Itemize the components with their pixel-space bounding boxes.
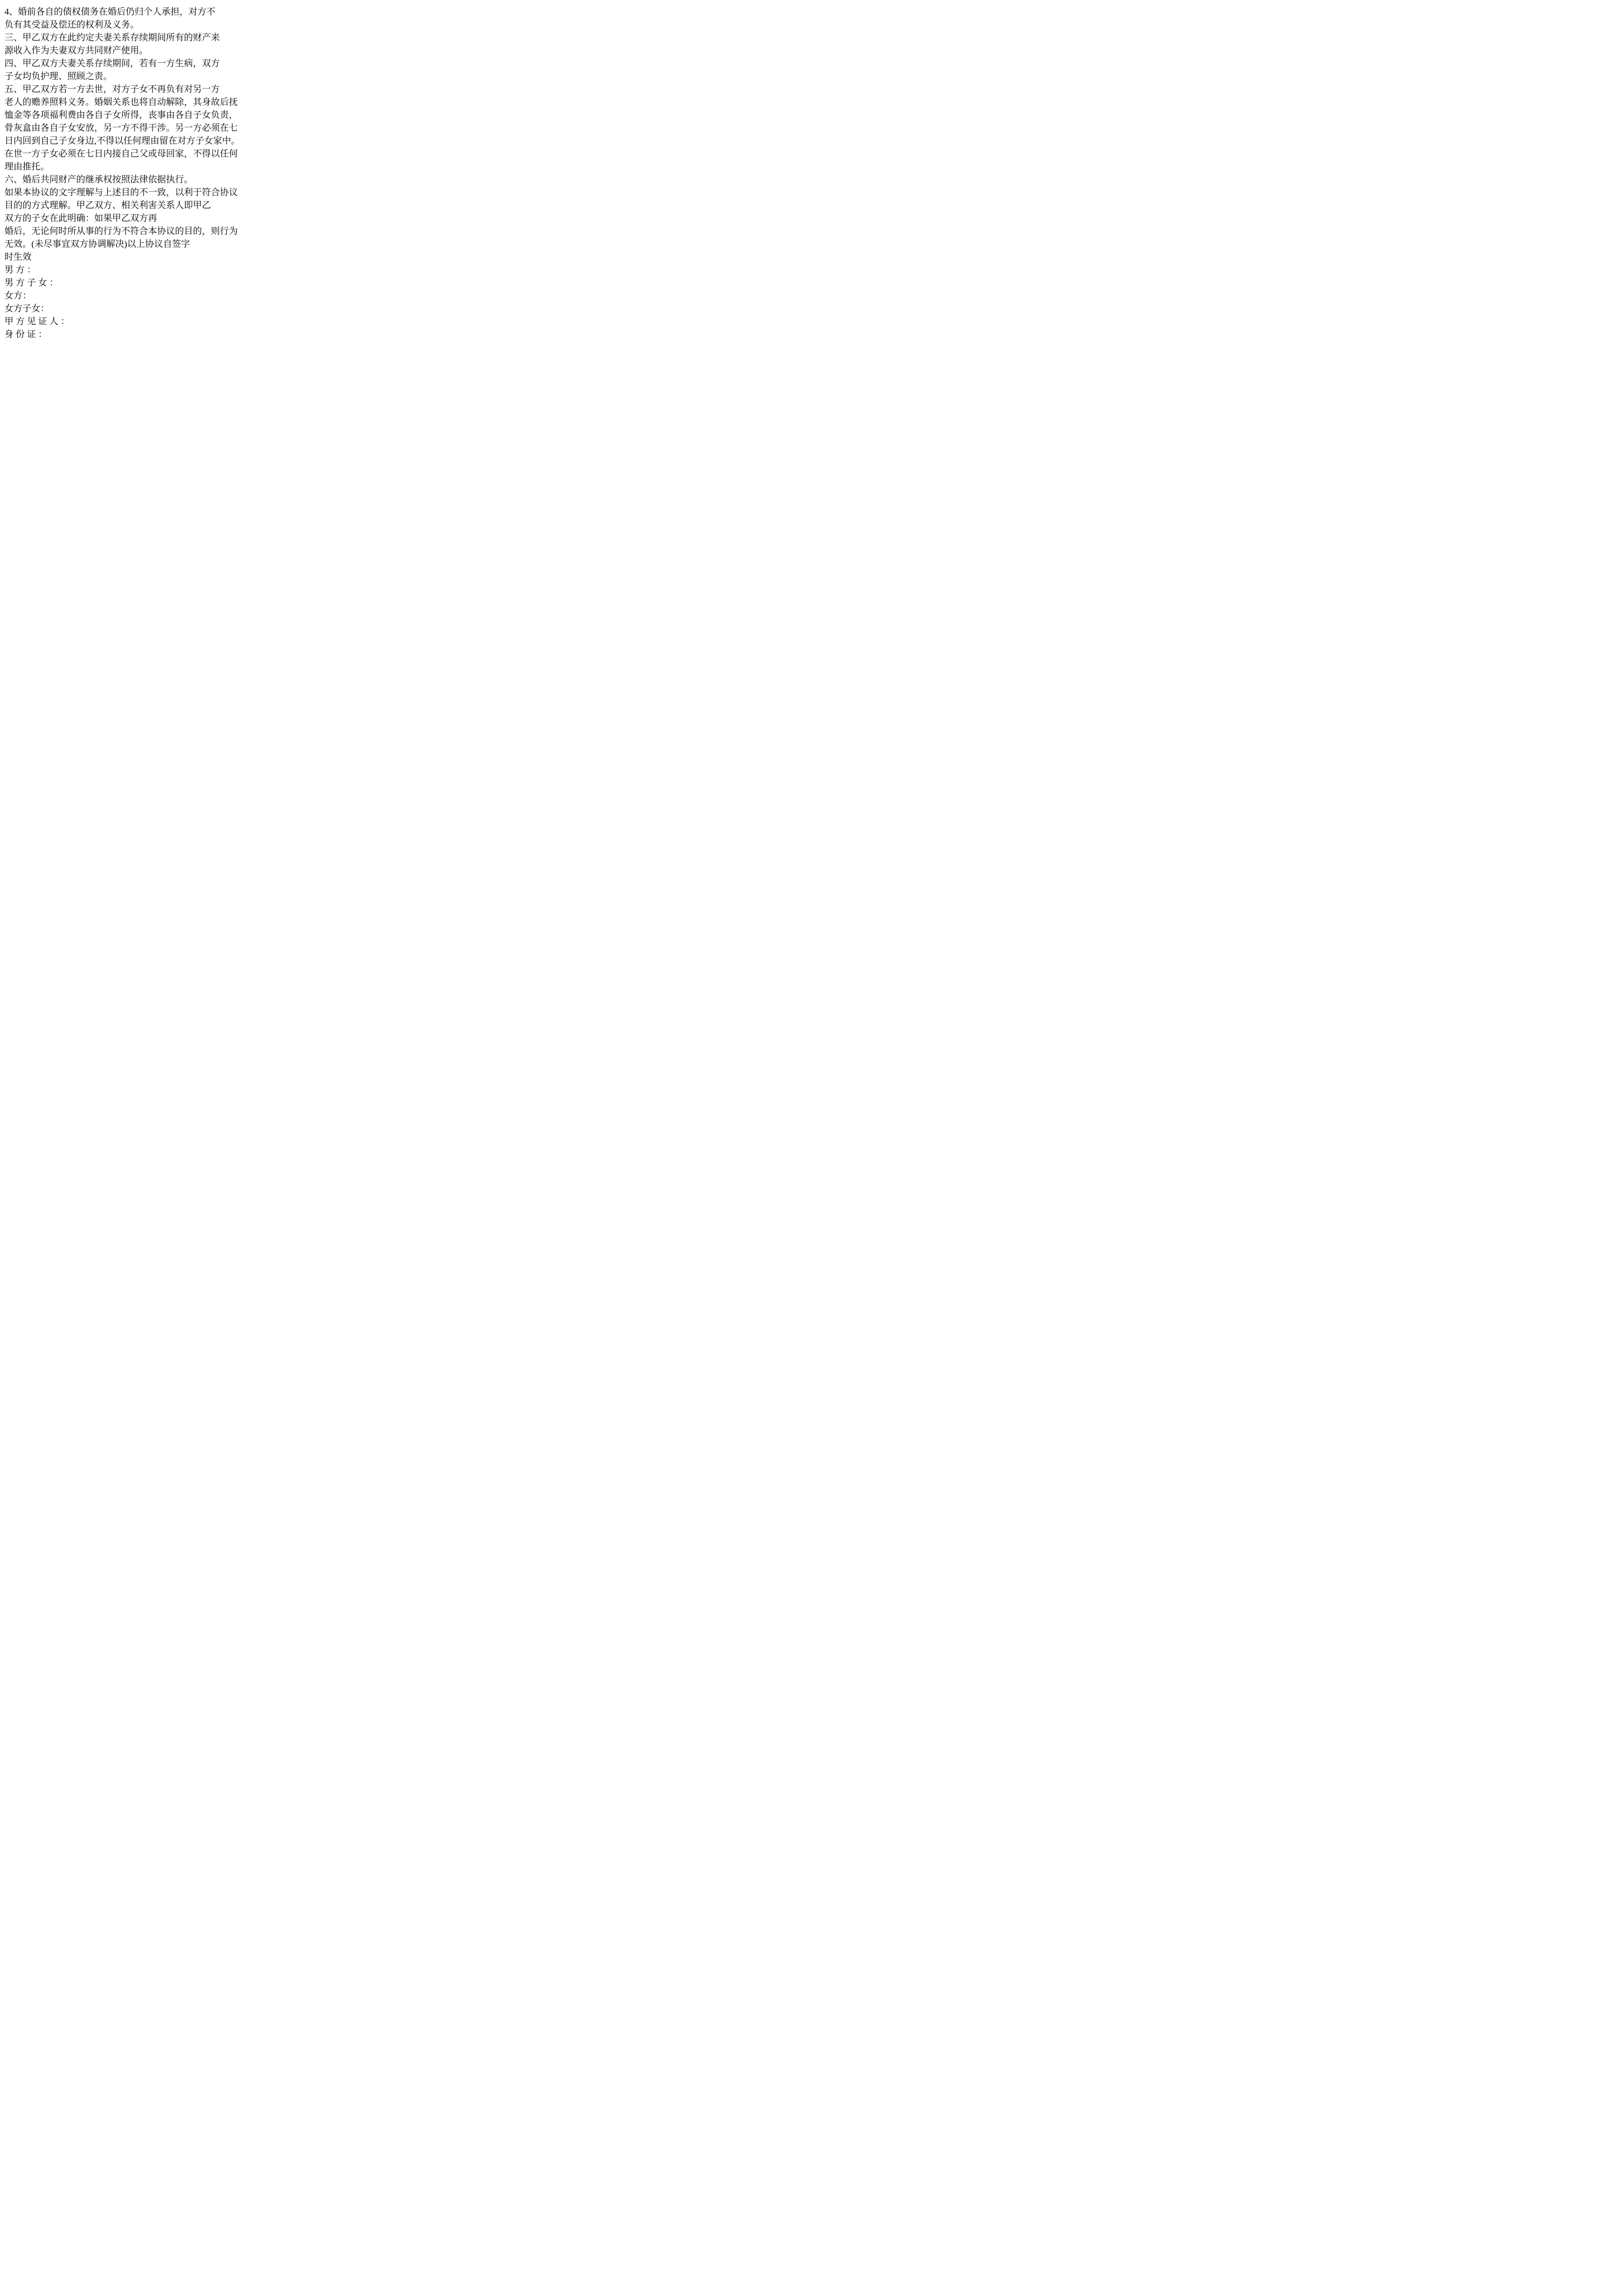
clause-5-line-6: 在世一方子女必须在七日内接自己父或母回家，不得以任何 — [4, 149, 238, 159]
clause-6-text: 无效。 — [4, 240, 32, 249]
clause-6-line-1 — [4, 172, 1619, 185]
clause-5-line-2: 老人的赡养照料义务。婚姻关系也将自动解除，其身故后抚 — [4, 98, 238, 107]
clause-5-line-5: 日内回到自己子女身边,不得以任何理由留在对方子女家中。 — [4, 136, 241, 146]
male-signature-label: 男 方 ： — [4, 265, 36, 275]
witness-signature-label: 甲 方 见 证 人 ： — [4, 317, 70, 326]
male-children-signature-label: 男 方 子 女 ： — [4, 278, 59, 288]
clause-4b-line-1: 四、甲乙双方夫妻关系存续期间，若有一方生病，双方 — [4, 59, 220, 68]
clause-5-line-3: 恤金等各项福利费由各自子女所得，丧事由各自子女负责， — [4, 111, 238, 120]
clause-3-line-1: 三、甲乙双方在此约定夫妻关系存续期间所有的财产来 — [4, 33, 220, 43]
clause-6-text: (未尽事宜双方协调解决) — [31, 240, 127, 249]
clause-6-text: 目的的方式理解。 — [4, 201, 77, 210]
clause-6-text: 六、婚后共同财产的继承权按照法律依据执行。 — [4, 175, 193, 185]
clause-6-text: 双方的子女在此明确： — [4, 214, 95, 223]
document-page — [4, 4, 1619, 340]
clause-6-text: 以上协议自签字 — [127, 240, 190, 249]
clause-5-line-1: 五、甲乙双方若一方去世，对方子女不再负有对另一方 — [4, 85, 220, 94]
id-card-label: 身 份 证 ： — [4, 330, 48, 339]
clause-6-line-6 — [4, 237, 1619, 250]
clause-4-line-1: 4、婚前各自的债权债务在婚后仍归个人承担，对方不 — [4, 7, 216, 17]
clause-5-line-4: 骨灰盒由各自子女安放，另一方不得干涉。另一方必须在七 — [4, 123, 238, 133]
clause-4-line-2: 负有其受益及偿还的权利及义务。 — [4, 20, 140, 30]
clause-4b-line-2: 子女均负护理、照顾之责。 — [4, 72, 113, 81]
clause-6-text: 如果甲乙双方再 — [94, 214, 158, 223]
clause-6-line-7: 时生效 — [4, 252, 32, 262]
clause-6-line-4 — [4, 211, 1619, 224]
clause-6-line-5: 婚后，无论何时所从事的行为不符合本协议的目的，则行为 — [4, 227, 238, 236]
clause-6-text: 甲乙双方、相关利害关系人即甲乙 — [76, 201, 211, 210]
female-children-signature-label: 女方子女： — [4, 304, 50, 314]
clause-6-line-3 — [4, 198, 1619, 211]
female-signature-label: 女方： — [4, 291, 32, 301]
clause-5-line-7: 理由推托。 — [4, 162, 50, 172]
clause-3-line-2: 源收入作为夫妻双方共同财产使用。 — [4, 46, 149, 56]
clause-6-line-2: 如果本协议的文字理解与上述目的不一致，以利于符合协议 — [4, 188, 238, 197]
